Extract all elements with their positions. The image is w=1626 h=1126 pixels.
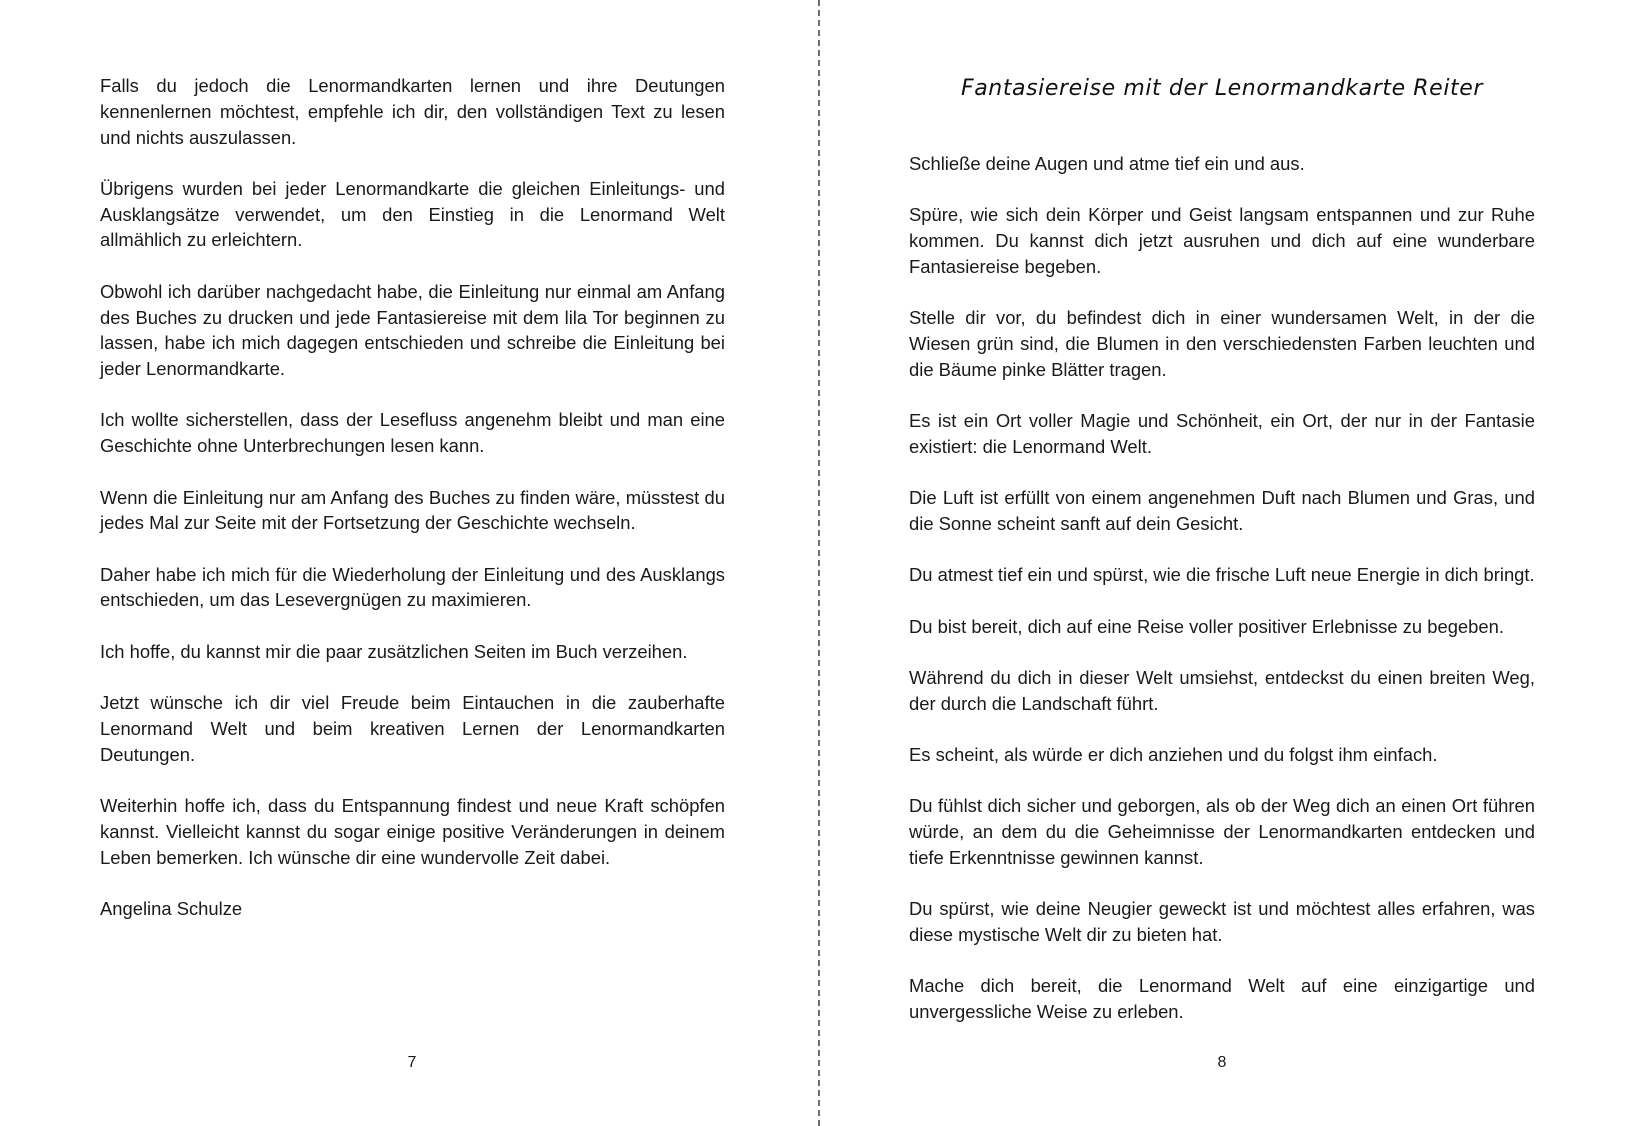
paragraph: Die Luft ist erfüllt von einem angenehmen Duft nach Blumen und Gras, und die Sonne scheint sanft auf dein Gesicht. (909, 487, 1535, 534)
page-number-right: 8 (1217, 1054, 1227, 1071)
paragraph: Du atmest tief ein und spürst, wie die frische Luft neue Energie in dich bringt. (909, 564, 1535, 586)
paragraph: Spüre, wie sich dein Körper und Geist langsam entspannen und zur Ruhe kommen. Du kannst dich jetzt ausruhen und dich auf eine wunderbare Fantasiereise begeben. (909, 204, 1535, 277)
paragraph: Weiterhin hoffe ich, dass du Entspannung findest und neue Kraft schöpfen kannst. Vielleicht kannst du sogar einige positive Veränderungen in deinem Leben bemerken. Ich wünsche dir eine wundervolle Zeit dabei. (100, 794, 725, 868)
paragraph: Du bist bereit, dich auf eine Reise voller positiver Erlebnisse zu begeben. (909, 615, 1504, 637)
paragraph: Daher habe ich mich für die Wiederholung der Einleitung und des Ausklangs entschieden, um das Lesevergnügen zu maximieren. (100, 563, 725, 611)
right-page-body (909, 151, 1535, 1050)
paragraph: Obwohl ich darüber nachgedacht habe, die Einleitung nur einmal am Anfang des Buches zu drucken und jede Fantasiereise mit dem lila Tor beginnen zu lassen, habe ich mich dagegen entschieden und schreibe die Einleitung bei jeder Lenormandkarte. (100, 280, 725, 380)
paragraph: Ich wollte sicherstellen, dass der Lesefluss angenehm bleibt und man eine Geschichte ohne Unterbrechungen lesen kann. (100, 409, 725, 457)
author-signature: Angelina Schulze (100, 897, 243, 919)
paragraph: Übrigens wurden bei jeder Lenormandkarte die gleichen Einleitungs- und Ausklangsätze verwendet, um den Einstieg in die Lenormand Welt allmählich zu erleichtern. (100, 177, 725, 251)
paragraph: Es scheint, als würde er dich anziehen und du folgst ihm einfach. (909, 743, 1438, 765)
paragraph: Falls du jedoch die Lenormandkarten lernen und ihre Deutungen kennenlernen möchtest, empfehle ich dir, den vollständigen Text zu lesen und nichts auszulassen. (100, 75, 725, 148)
paragraph: Ich hoffe, du kannst mir die paar zusätzlichen Seiten im Buch verzeihen. (100, 640, 688, 662)
left-page-body (100, 73, 725, 947)
paragraph: Mache dich bereit, die Lenormand Welt auf eine einzigartige und unvergessliche Weise zu erleben. (909, 975, 1535, 1023)
paragraph: Während du dich in dieser Welt umsiehst, entdeckst du einen breiten Weg, der durch die Landschaft führt. (909, 666, 1535, 714)
paragraph: Jetzt wünsche ich dir viel Freude beim Eintauchen in die zauberhafte Lenormand Welt und beim kreativen Lernen der Lenormandkarten Deutungen. (100, 692, 725, 765)
chapter-title: Fantasiereise mit der Lenormandkarte Reiter (960, 76, 1484, 101)
right-page (820, 0, 1626, 1126)
paragraph: Wenn die Einleitung nur am Anfang des Buches zu finden wäre, müsstest du jedes Mal zur Seite mit der Fortsetzung der Geschichte wechseln. (100, 486, 725, 534)
page-number-left: 7 (407, 1054, 417, 1071)
paragraph: Du spürst, wie deine Neugier geweckt ist und möchtest alles erfahren, was diese mystische Welt dir zu bieten hat. (909, 898, 1535, 945)
paragraph: Schließe deine Augen und atme tief ein und aus. (909, 153, 1305, 174)
paragraph: Es ist ein Ort voller Magie und Schönheit, ein Ort, der nur in der Fantasie existiert: die Lenormand Welt. (909, 410, 1535, 457)
paragraph: Stelle dir vor, du befindest dich in einer wundersamen Welt, in der die Wiesen grün sind, die Blumen in den verschiedensten Farben leuchten und die Bäume pinke Blätter tragen. (909, 307, 1535, 380)
paragraph: Du fühlst dich sicher und geborgen, als ob der Weg dich an einen Ort führen würde, an dem du die Geheimnisse der Lenormandkarten entdecken und tiefe Erkenntnisse gewinnen kannst. (909, 795, 1535, 868)
